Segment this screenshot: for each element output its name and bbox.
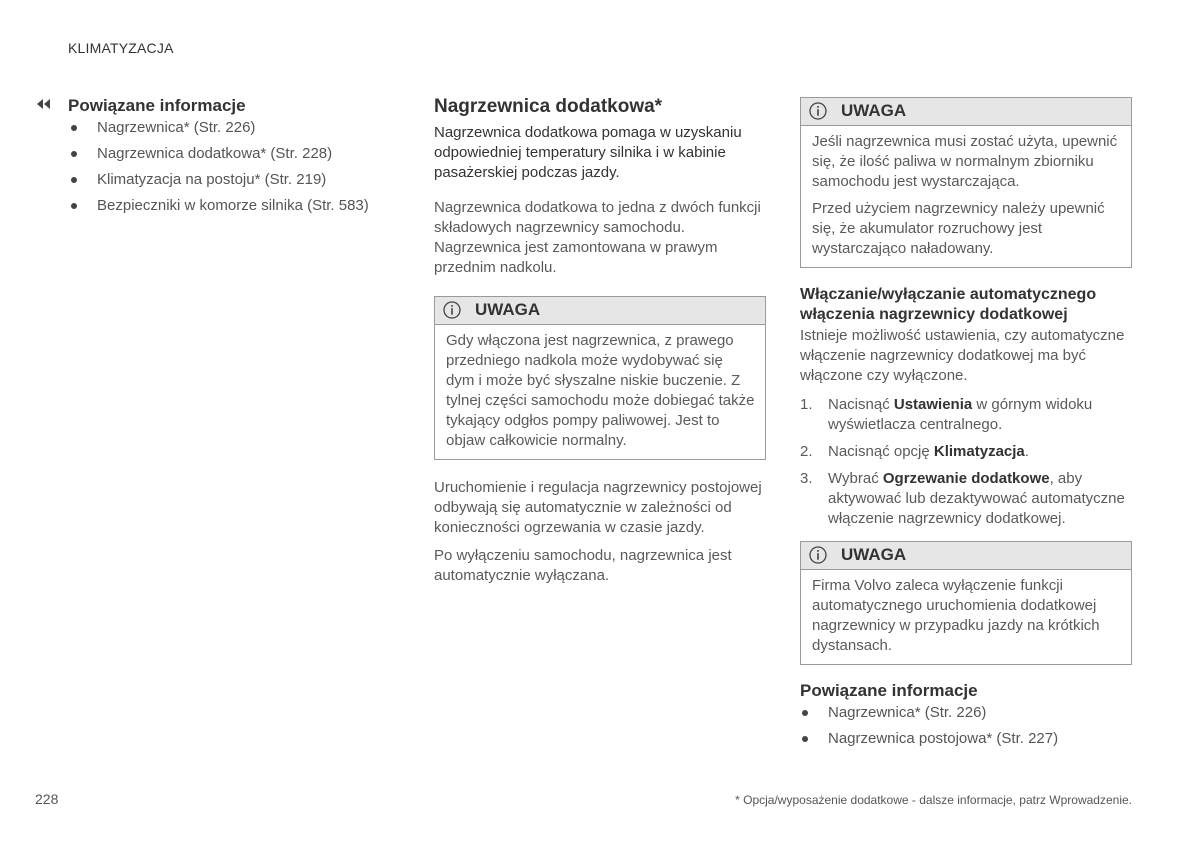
note-text: Gdy włączona jest nagrzewnica, z prawego przedniego nadkola może wydobywać się dym i może być słyszalne niskie buczenie. Z tylnej części samochodu może dobiegać także tykający odgłos pompy paliwowej. Jest to objaw całkowicie normalny.: [446, 332, 755, 449]
step-item: 1. Nacisnąć Ustawienia w górnym widoku wyświetlacza centralnego.: [800, 396, 1093, 433]
note-header: [801, 542, 1131, 570]
note-box: [800, 541, 1132, 665]
note-body: [801, 126, 1131, 267]
bullet-icon: [802, 710, 808, 716]
note-body: [435, 325, 765, 459]
note-box: [434, 296, 766, 460]
middle-column: [434, 95, 766, 586]
page-number: 228: [35, 791, 59, 807]
list-item[interactable]: Nagrzewnica dodatkowa* (Str. 228): [36, 144, 396, 164]
left-column: [36, 95, 396, 222]
note-title: UWAGA: [475, 300, 541, 319]
info-icon: [809, 102, 827, 120]
page-title: Nagrzewnica dodatkowa*: [434, 96, 663, 117]
related-info-title: Powiązane informacje: [800, 681, 978, 700]
note-title: UWAGA: [841, 545, 907, 564]
subsection-title: Włączanie/wyłączanie automatycznego włączenia nagrzewnicy dodatkowej: [800, 286, 1097, 323]
related-info-title: Powiązane informacje: [68, 96, 246, 115]
bullet-icon: [71, 177, 77, 183]
note-box: [800, 97, 1132, 268]
subsection-text: Istnieje możliwość ustawienia, czy automatyczne włączenie nagrzewnicy dodatkowej ma być włączone czy wyłączone.: [800, 327, 1125, 384]
list-item[interactable]: Nagrzewnica postojowa* (Str. 227): [800, 729, 1132, 749]
related-info-list: [800, 703, 1132, 749]
step-item: 3. Wybrać Ogrzewanie dodatkowe, aby aktywować lub dezaktywować automatyczne włączenie nagrzewnicy dodatkowej.: [800, 470, 1125, 527]
paragraph: Po wyłączeniu samochodu, nagrzewnica jest automatycznie wyłączana.: [434, 547, 732, 584]
info-icon: [809, 546, 827, 564]
step-item: 2. Nacisnąć opcję Klimatyzacja.: [800, 443, 1029, 460]
note-text: Przed użyciem nagrzewnicy należy upewnić się, że akumulator rozruchowy jest wystarczająco naładowany.: [812, 200, 1105, 257]
note-header: [801, 98, 1131, 126]
footnote: * Opcja/wyposażenie dodatkowe - dalsze informacje, patrz Wprowadzenie.: [735, 793, 1132, 807]
list-item[interactable]: Nagrzewnica* (Str. 226): [800, 703, 1132, 723]
list-item[interactable]: Nagrzewnica* (Str. 226): [36, 118, 396, 138]
bullet-icon: [71, 151, 77, 157]
note-text: Jeśli nagrzewnica musi zostać użyta, upewnić się, że ilość paliwa w normalnym zbiorniku samochodu jest wystarczająca.: [812, 133, 1118, 190]
note-text: Firma Volvo zaleca wyłączenie funkcji automatycznego uruchomienia dodatkowej nagrzewnicy w przypadku jazdy na krótkich dystansach.: [812, 577, 1100, 654]
right-column: [800, 97, 1132, 755]
lead-text: Nagrzewnica dodatkowa pomaga w uzyskaniu odpowiedniej temperatury silnika i w kabinie pasażerskiej podczas jazdy.: [434, 124, 742, 181]
double-chevron-left-icon: [36, 98, 52, 110]
bullet-icon: [802, 736, 808, 742]
related-info-list: [36, 118, 396, 216]
paragraph: Uruchomienie i regulacja nagrzewnicy postojowej odbywają się automatycznie w zależności od konieczności ogrzewania w czasie jazdy.: [434, 479, 762, 536]
bullet-icon: [71, 125, 77, 131]
info-icon: [443, 301, 461, 319]
intro-paragraph: Nagrzewnica dodatkowa to jedna z dwóch funkcji składowych nagrzewnicy samochodu. Nagrzewnica jest zamontowana w prawym przednim nadkolu.: [434, 199, 761, 276]
bullet-icon: [71, 203, 77, 209]
list-item[interactable]: Bezpieczniki w komorze silnika (Str. 583): [36, 196, 396, 216]
note-title: UWAGA: [841, 101, 907, 120]
note-header: [435, 297, 765, 325]
section-header: KLIMATYZACJA: [68, 40, 174, 56]
list-item[interactable]: Klimatyzacja na postoju* (Str. 219): [36, 170, 396, 190]
steps-list: [800, 395, 1132, 529]
note-body: [801, 570, 1131, 664]
